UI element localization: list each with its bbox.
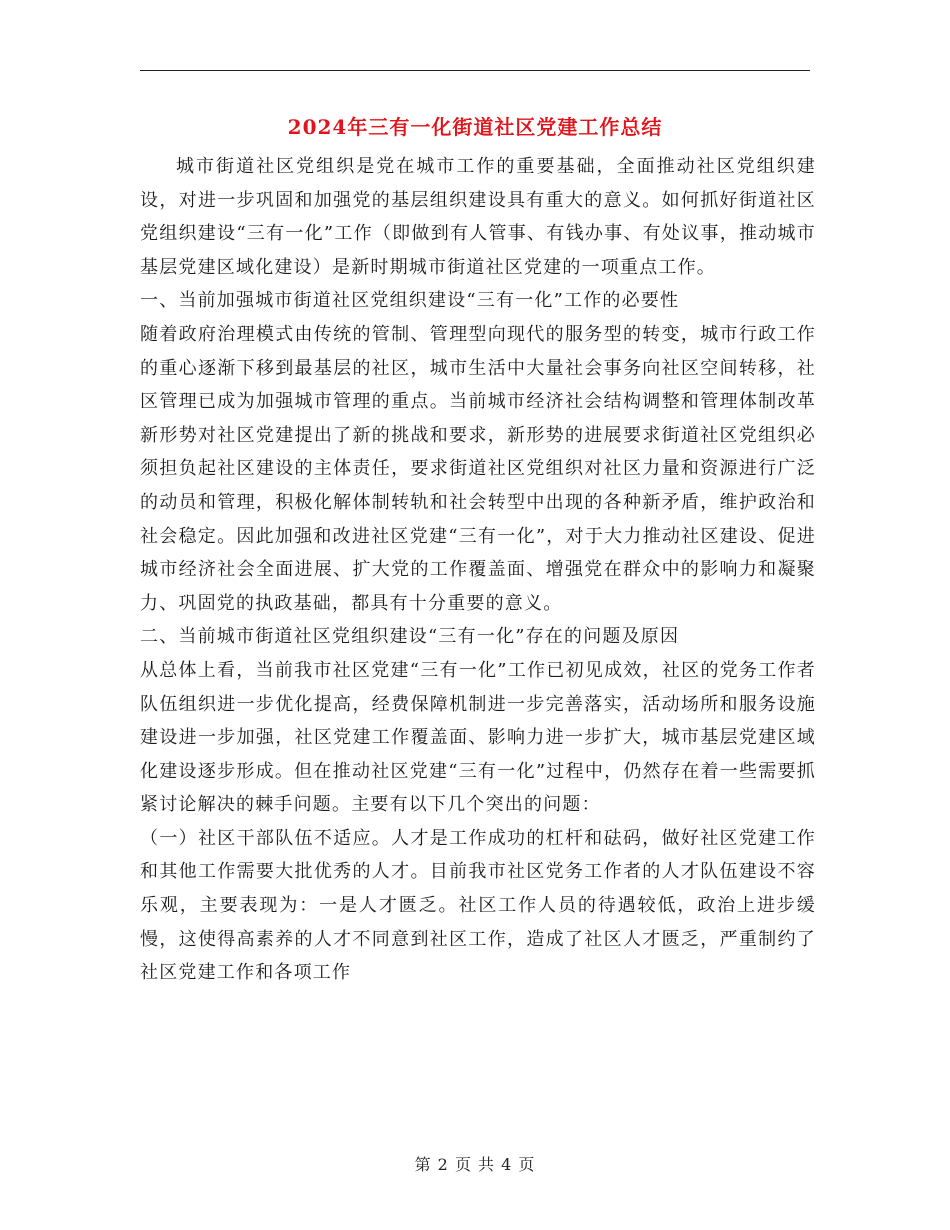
document-title: 2024年三有一化街道社区党建工作总结: [287, 115, 663, 139]
paragraph-intro: 城市街道社区党组织是党在城市工作的重要基础，全面推动社区党组织建设，对进一步巩固和加强党的基层组织建设具有重大的意义。如何抓好街道社区党组织建设“三有一化”工作（即做到有人管事、有钱办事、有处议事，推动城市基层党建区域化建设）是新时期城市街道社区党建的一项重点工作。: [140, 156, 816, 278]
section-heading-1: 一、当前加强城市街道社区党组织建设“三有一化”工作的必要性: [140, 290, 680, 312]
paragraph-subsection-1: （一）社区干部队伍不适应。人才是工作成功的杠杆和砝码，做好社区党建工作和其他工作需要大批优秀的人才。目前我市社区党务工作者的人才队伍建设不容乐观，主要表现为：一是人才匮乏。社区工作人员的待遇较低，政治上进步缓慢，这使得高素养的人才不同意到社区工作，造成了社区人才匮乏，严重制约了社区党建工作和各项工作: [140, 827, 816, 984]
header-rule: [140, 70, 810, 71]
section-heading-2: 二、当前城市街道社区党组织建设“三有一化”存在的问题及原因: [140, 626, 680, 648]
document-body: [140, 150, 816, 990]
paragraph-overview: 从总体上看，当前我市社区党建“三有一化”工作已初见成效，社区的党务工作者队伍组织进一步优化提高，经费保障机制进一步完善落实，活动场所和服务设施建设进一步加强，社区党建工作覆盖面、影响力进一步扩大，城市基层党建区域化建设逐步形成。但在推动社区党建“三有一化”过程中，仍然存在着一些需要抓紧讨论解决的棘手问题。主要有以下几个突出的问题：: [140, 659, 816, 816]
page-number-footer: 第 2 页 共 4 页: [414, 1155, 536, 1174]
paragraph-necessity: 随着政府治理模式由传统的管制、管理型向现代的服务型的转变，城市行政工作的重心逐渐下移到最基层的社区，城市生活中大量社会事务向社区空间转移，社区管理已成为加强城市管理的重点。当前城市经济社会结构调整和管理体制改革新形势对社区党建提出了新的挑战和要求，新形势的进展要求街道社区党组织必须担负起社区建设的主体责任，要求街道社区党组织对社区力量和资源进行广泛的动员和管理，积极化解体制转轨和社会转型中出现的各种新矛盾，维护政治和社会稳定。因此加强和改进社区党建“三有一化”，对于大力推动社区建设、促进城市经济社会全面进展、扩大党的工作覆盖面、增强党在群众中的影响力和凝聚力、巩固党的执政基础，都具有十分重要的意义。: [140, 323, 816, 614]
